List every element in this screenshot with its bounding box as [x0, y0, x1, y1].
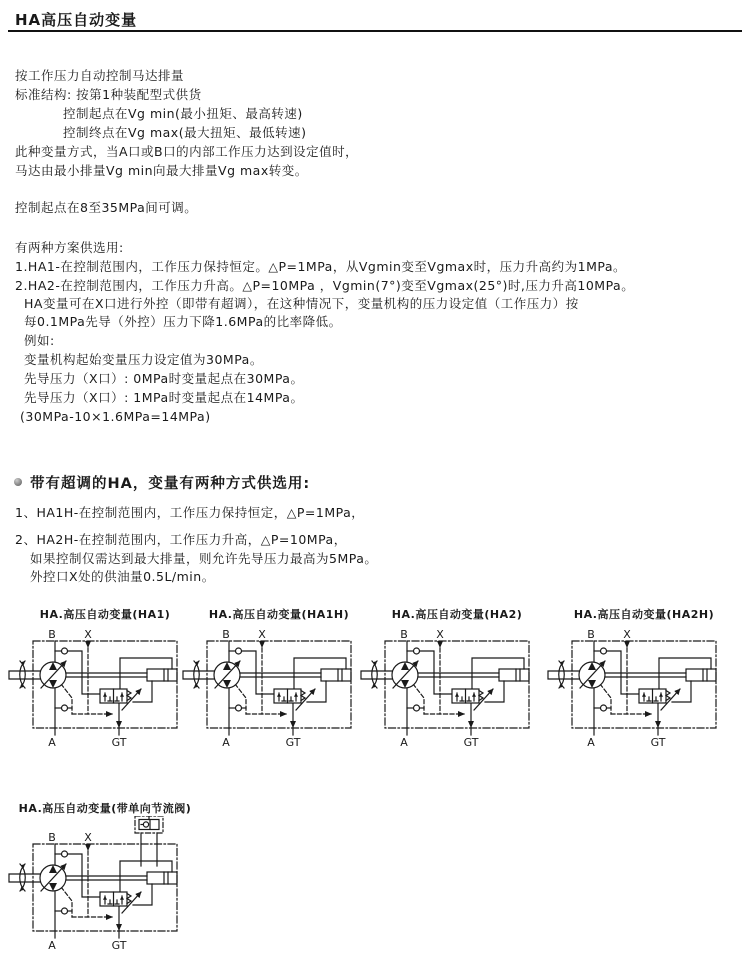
- diagram-title-check-throttle: HA.高压自动变量(带单向节流阀): [18, 802, 192, 815]
- intro-line-6: 马达由最小排量Vg min向最大排量Vg max转变。: [15, 163, 308, 178]
- circuit-diagram-ha2h: [539, 618, 724, 758]
- options-line-7: 先导压力（X口）: 0MPa时变量起点在30MPa。: [24, 371, 304, 386]
- intro-line-2: 标准结构: 按第1种装配型式供货: [15, 87, 202, 102]
- intro-line-3: 控制起点在Vg min(最小扭矩、最高转速): [63, 106, 303, 121]
- intro-line-7: 控制起点在8至35MPa间可调。: [15, 200, 198, 215]
- options-line-4: 每0.1MPa先导（外控）压力下降1.6MPa的比率降低。: [24, 314, 342, 329]
- diagram-title-ha2h: HA.高压自动变量(HA2H): [573, 608, 715, 621]
- options-line-9: (30MPa-10×1.6MPa=14MPa): [20, 409, 211, 424]
- intro-line-4: 控制终点在Vg max(最大扭矩、最低转速): [63, 125, 307, 140]
- override-line-4: 外控口X处的供油量0.5L/min。: [30, 569, 215, 584]
- override-line-2: 2、HA2H-在控制范围内，工作压力升高，△P=10MPa，: [15, 532, 347, 547]
- diagram-title-ha2: HA.高压自动变量(HA2): [391, 608, 523, 621]
- diagram-title-ha1h: HA.高压自动变量(HA1H): [208, 608, 350, 621]
- override-heading: 带有超调的HA，变量有两种方式供选用:: [30, 476, 311, 492]
- circuit-diagram-ha2: [352, 618, 537, 758]
- title-underline: [8, 30, 742, 32]
- circuit-diagram-ha1: [0, 618, 185, 758]
- section-bullet-icon: [14, 478, 22, 486]
- override-line-1: 1、HA1H-在控制范围内，工作压力保持恒定，△P=1MPa，: [15, 505, 365, 520]
- circuit-diagram-check-throttle: [0, 816, 185, 966]
- override-line-3: 如果控制仅需达到最大排量，则允许先导压力最高为5MPa。: [30, 551, 378, 566]
- options-header: 有两种方案供选用:: [15, 240, 124, 255]
- options-line-5: 例如:: [24, 333, 55, 348]
- diagram-title-ha1: HA.高压自动变量(HA1): [39, 608, 171, 621]
- options-line-2: 2.HA2-在控制范围内，工作压力升高。△P=10MPa ，Vgmin(7°)变至Vgmax(25°)时,压力升高10MPa。: [15, 278, 635, 293]
- options-line-6: 变量机构起始变量压力设定值为30MPa。: [24, 352, 263, 367]
- options-line-3: HA变量可在X口进行外控（即带有超调），在这种情况下，变量机构的压力设定值（工作压力）按: [24, 296, 579, 311]
- circuit-diagram-ha1h: [174, 618, 359, 758]
- intro-line-5: 此种变量方式，当A口或B口的内部工作压力达到设定值时，: [15, 144, 359, 159]
- options-line-1: 1.HA1-在控制范围内，工作压力保持恒定。△P=1MPa，从Vgmin变至Vgmax时，压力升高约为1MPa。: [15, 259, 626, 274]
- options-line-8: 先导压力（X口）: 1MPa时变量起点在14MPa。: [24, 390, 304, 405]
- page-title: HA高压自动变量: [15, 11, 138, 29]
- intro-line-1: 按工作压力自动控制马达排量: [15, 68, 185, 83]
